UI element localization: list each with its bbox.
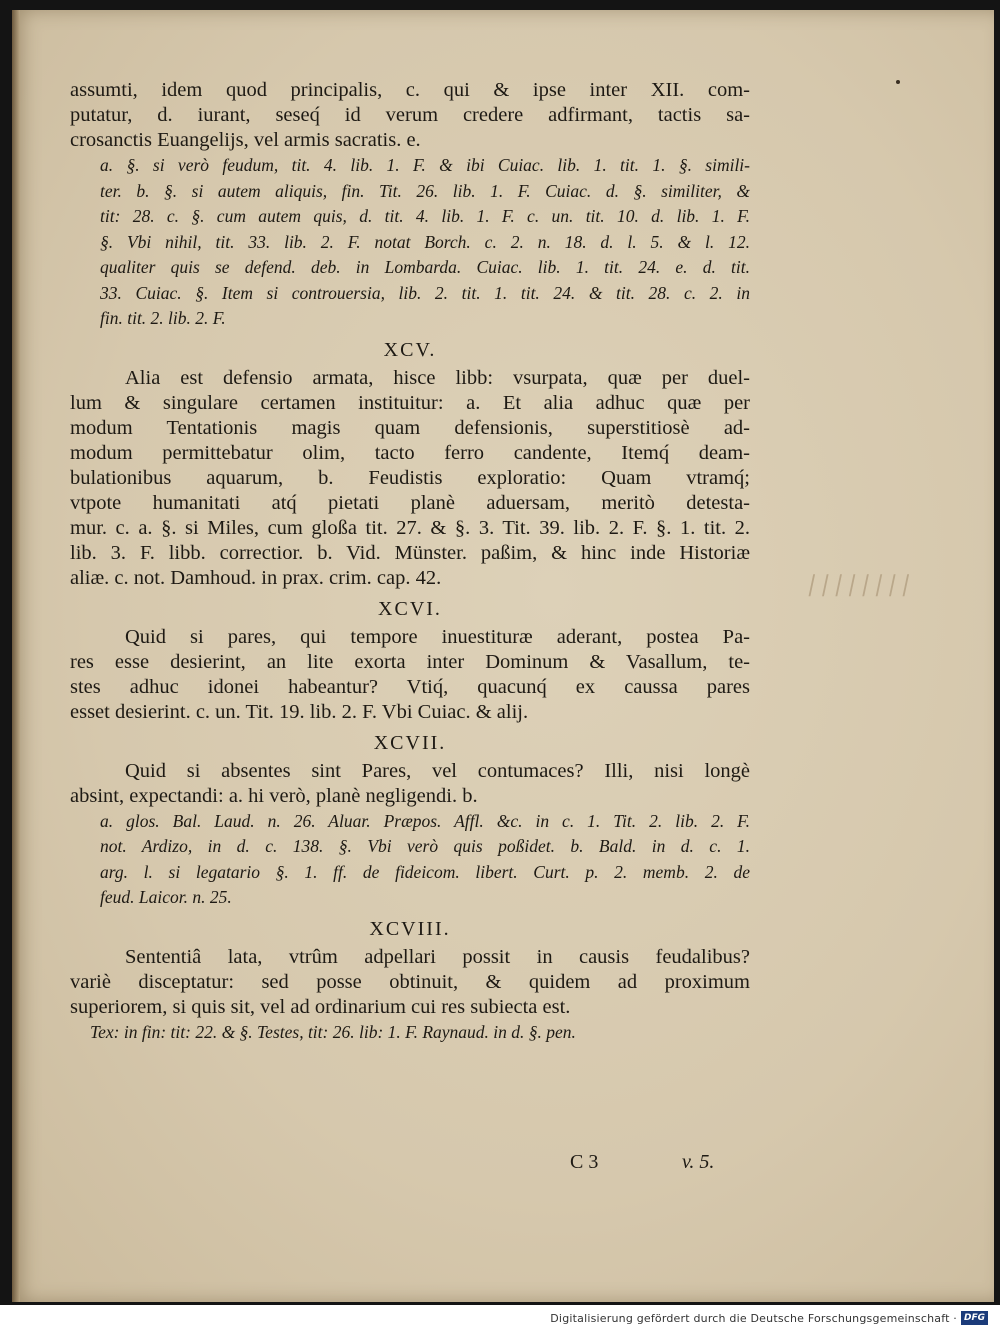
text-line: modum permittebatur olim, tacto ferro candente, Itemq́ deam- <box>70 441 750 464</box>
text-line: absint, expectandi: a. hi verò, planè negligendi. b. <box>70 784 478 807</box>
text-line: Sententiâ lata, vtrûm adpellari possit in causis feudalibus? <box>125 945 750 968</box>
text-line: superiorem, si quis sit, vel ad ordinarium cui res subiecta est. <box>70 995 571 1018</box>
margin-marks: |||||||| <box>805 572 919 597</box>
section-xcvi <box>70 595 750 725</box>
notes-xciv <box>70 153 750 332</box>
note-line: 33. Cuiac. §. Item si controuersia, lib. 2. tit. 1. tit. 24. & tit. 28. c. 2. in <box>100 282 750 303</box>
text-line: Quid si pares, qui tempore inuestituræ aderant, postea Pa- <box>125 625 750 648</box>
paragraph-xciv-tail <box>70 78 750 153</box>
text-line: bulationibus aquarum, b. Feudistis exploratio: Quam vtramq́; <box>70 466 750 489</box>
note-line: fin. tit. 2. lib. 2. F. <box>100 308 226 328</box>
text-line: lib. 3. F. libb. correctior. b. Vid. Münster. paßim, & hinc inde Historiæ <box>70 541 750 564</box>
text-line: stes adhuc idonei habeantur? Vtiq́, quacunq́ ex caussa pares <box>70 675 750 698</box>
credit-text: Digitalisierung gefördert durch die Deutsche Forschungsgemeinschaft · <box>550 1311 957 1325</box>
text-line: assumti, idem quod principalis, c. qui & ipse inter XII. com- <box>70 79 750 101</box>
page-binding-edge <box>12 10 20 1302</box>
section-xcviii <box>70 915 750 1046</box>
text-line: res esse desierint, an lite exorta inter Dominum & Vasallum, te- <box>70 650 750 673</box>
text-line: Alia est defensio armata, hisce libb: vsurpata, quæ per duel- <box>125 366 750 389</box>
section-heading: XCVIII. <box>369 917 451 940</box>
note-line: a. §. si verò feudum, tit. 4. lib. 1. F. & ibi Cuiac. lib. 1. tit. 1. §. simili- <box>100 155 750 175</box>
note-line: a. glos. Bal. Laud. n. 26. Aluar. Præpos. Affl. &c. in c. 1. Tit. 2. lib. 2. F. <box>100 810 750 831</box>
text-line: vtpote humanitati atq́ pietati planè aduersam, meritò detesta- <box>70 491 750 514</box>
note-line: ter. b. §. si autem aliquis, fin. Tit. 26. lib. 1. F. Cuiac. d. §. similiter, & <box>100 180 750 201</box>
text-line: modum Tentationis magis quam defensionis, superstitiosè ad- <box>70 416 750 439</box>
text-line: aliæ. c. not. Damhoud. in prax. crim. cap. 42. <box>70 566 442 589</box>
note-line: arg. l. si legatario §. 1. ff. de fideicom. libert. Curt. p. 2. memb. 2. de <box>100 861 750 882</box>
section-heading: XCVI. <box>378 597 442 620</box>
text-line: putatur, d. iurant, seseq́ id verum credere adfirmant, tactis sa- <box>70 104 750 126</box>
catchword: v. 5. <box>682 1151 715 1173</box>
text-line: Quid si absentes sint Pares, vel contumaces? Illi, nisi longè <box>125 759 750 782</box>
note-line: qualiter quis se defend. deb. in Lombarda. Cuiac. lib. 1. tit. 24. e. d. tit. <box>100 257 750 277</box>
section-heading: XCVII. <box>373 731 447 754</box>
credit-bar <box>0 1305 1000 1331</box>
text-line: variè disceptatur: sed posse obtinuit, & quidem ad proximum <box>70 970 750 993</box>
note-line: not. Ardizo, in d. c. 138. §. Vbi verò quis poßidet. b. Bald. in d. c. 1. <box>100 836 750 856</box>
dfg-logo[interactable]: DFG <box>961 1311 988 1325</box>
note-line: tit: 28. c. §. cum autem quis, d. tit. 4. lib. 1. F. c. un. tit. 10. d. lib. 1. F. <box>100 206 750 226</box>
text-line: esset desierint. c. un. Tit. 19. lib. 2. F. Vbi Cuiac. & alij. <box>70 700 529 723</box>
note-line: feud. Laicor. n. 25. <box>100 887 232 907</box>
note-line: §. Vbi nihil, tit. 33. lib. 2. F. notat Borch. c. 2. n. 18. d. l. 5. & l. 12. <box>100 231 750 252</box>
section-xcv <box>70 336 750 591</box>
page-text-block <box>70 78 750 1045</box>
section-xcvii <box>70 729 750 911</box>
text-line: lum & singulare certamen instituitur: a. Et alia adhuc quæ per <box>70 391 750 414</box>
text-line: crosanctis Euangelijs, vel armis sacratis. e. <box>70 129 421 151</box>
note-line: Tex: in fin: tit: 22. & §. Testes, tit: 26. lib: 1. F. Raynaud. in d. §. pen. <box>90 1021 576 1042</box>
signature-mark: C 3 <box>570 1151 599 1173</box>
ink-speck <box>896 80 900 84</box>
section-heading: XCV. <box>383 338 437 361</box>
text-line: mur. c. a. §. si Miles, cum gloßa tit. 27. & §. 3. Tit. 39. lib. 2. F. §. 1. tit. 2. <box>70 516 750 539</box>
book-page-scan <box>12 10 994 1302</box>
